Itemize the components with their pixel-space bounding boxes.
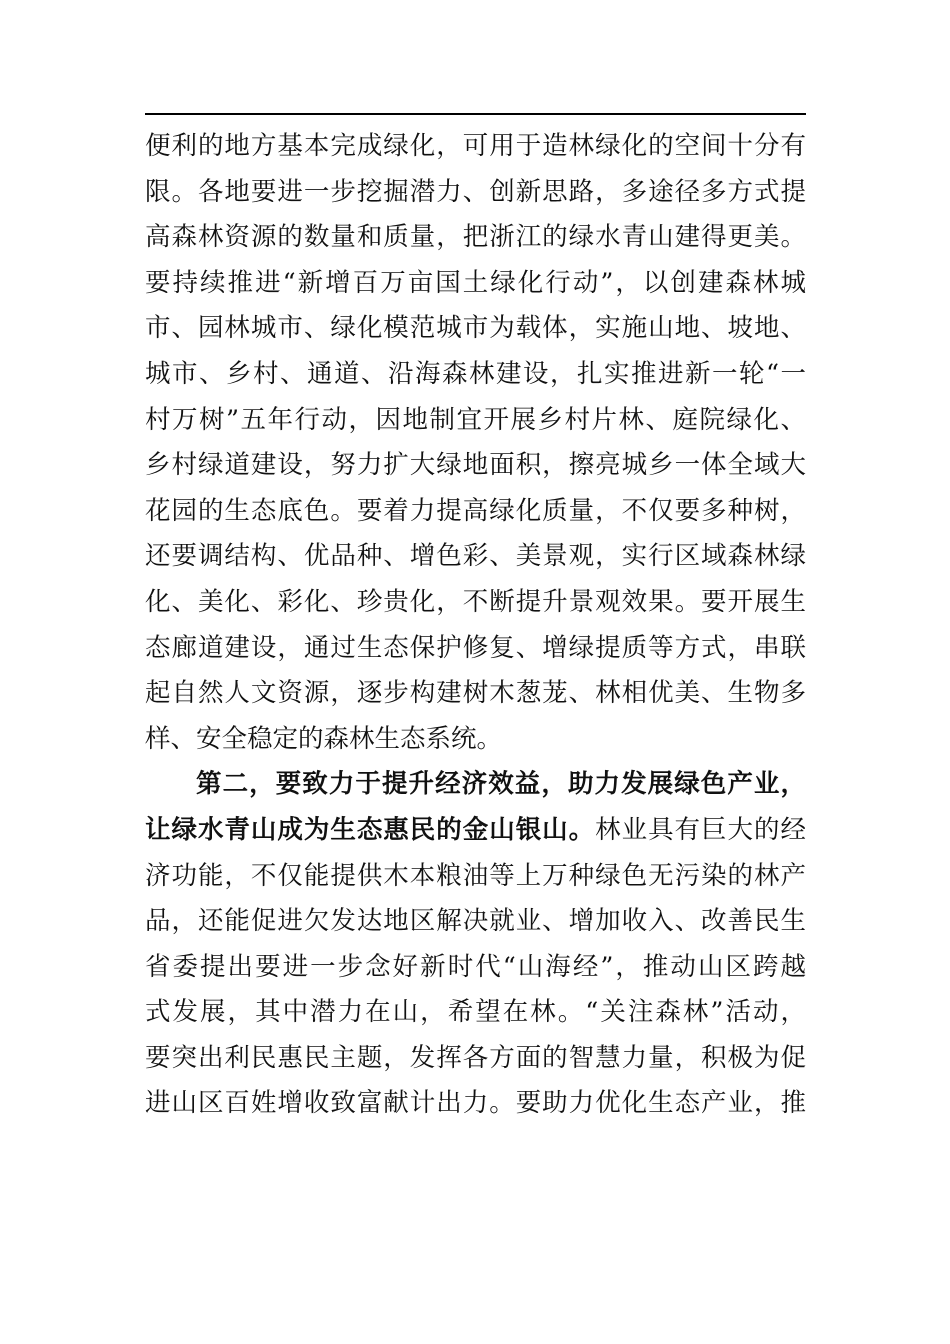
text-line: 进山区百姓增收致富献计出力。要助力优化生态产业，推	[145, 1088, 806, 1119]
section-heading-bold: 让绿水青山成为生态惠民的金山银山。	[145, 814, 596, 845]
header-rule	[145, 113, 806, 115]
text-line: 便利的地方基本完成绿化，可用于造林绿化的空间十分有	[145, 131, 806, 161]
text-line: 限。各地要进一步挖掘潜力、创新思路，多途径多方式提	[145, 176, 806, 207]
text-line: 村万树”五年行动，因地制宜开展乡村片林、庭院绿化、	[145, 404, 806, 435]
text-line: 花园的生态底色。要着力提高绿化质量，不仅要多种树，	[145, 495, 806, 526]
text-line: 市、园林城市、绿化模范城市为载体，实施山地、坡地、	[145, 313, 806, 344]
text-line: 化、美化、彩化、珍贵化，不断提升景观效果。要开展生	[145, 586, 806, 617]
text-line: 济功能，不仅能提供木本粮油等上万种绿色无污染的林产	[145, 860, 806, 891]
text-run: 林业具有巨大的经	[595, 814, 806, 845]
text-line: 高森林资源的数量和质量，把浙江的绿水青山建得更美。	[145, 222, 806, 253]
section-heading-line	[145, 762, 806, 808]
text-line: 乡村绿道建设，努力扩大绿地面积，擦亮城乡一体全域大	[145, 450, 806, 481]
text-line: 还要调结构、优品种、增色彩、美景观，实行区域森林绿	[145, 541, 806, 572]
text-line: 城市、乡村、通道、沿海森林建设，扎实推进新一轮“一	[145, 358, 806, 389]
text-line: 态廊道建设，通过生态保护修复、增绿提质等方式，串联	[145, 632, 806, 663]
text-line: 式发展，其中潜力在山，希望在林。“关注森林”活动，	[145, 997, 806, 1028]
text-line: 省委提出要进一步念好新时代“山海经”，推动山区跨越	[145, 951, 806, 982]
text-line: 要突出利民惠民主题，发挥各方面的智慧力量，积极为促	[145, 1042, 806, 1073]
text-line: 起自然人文资源，逐步构建树木葱茏、林相优美、生物多	[145, 678, 806, 709]
text-line: 要持续推进“新增百万亩国土绿化行动”，以创建森林城	[145, 267, 806, 298]
text-line: 样、安全稳定的森林生态系统。	[145, 723, 503, 754]
text-line: 品，还能促进欠发达地区解决就业、增加收入、改善民生	[145, 906, 806, 937]
body-text	[145, 124, 806, 1127]
section-heading-line	[145, 808, 806, 854]
section-heading-bold: 第二，要致力于提升经济效益，助力发展绿色产业，	[196, 769, 806, 800]
